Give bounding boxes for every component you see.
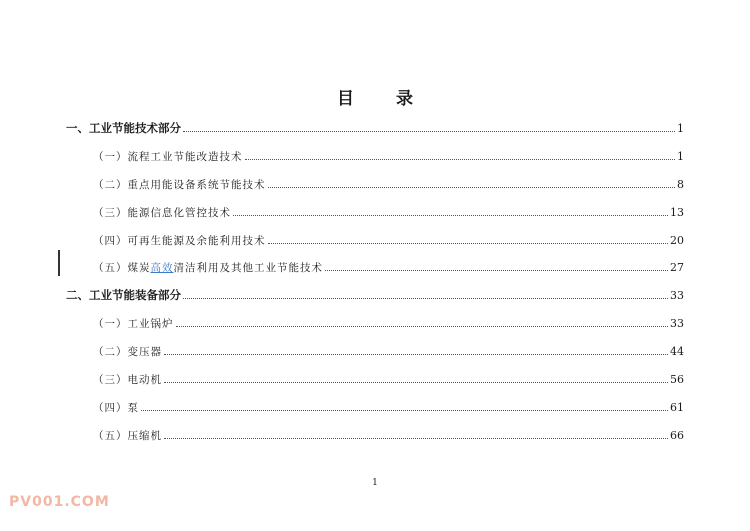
- page-title: 目 录: [337, 89, 431, 109]
- toc-leader-dots: [141, 398, 668, 411]
- revision-change-bar: [58, 250, 60, 276]
- toc-entry-label: （二）变压器: [93, 346, 162, 358]
- toc-page-number: 27: [670, 261, 684, 274]
- toc-page-number: 44: [670, 345, 684, 358]
- toc-page-number: 20: [670, 234, 684, 247]
- toc-leader-dots: [325, 258, 668, 271]
- toc-leader-dots: [245, 147, 676, 160]
- toc-page-number: 1: [677, 150, 684, 163]
- toc-entry-2-5[interactable]: [93, 426, 684, 444]
- toc-entry-1-2[interactable]: [93, 175, 684, 193]
- footer-page-number: 1: [372, 478, 378, 488]
- toc-entry-label: （一）流程工业节能改造技术: [93, 151, 243, 163]
- toc-entry-label: （三）电动机: [93, 374, 162, 386]
- toc-entry-section-2[interactable]: [66, 286, 684, 304]
- toc-entry-label: （五）压缩机: [93, 430, 162, 442]
- toc-entry-label: （一）工业锅炉: [93, 318, 174, 330]
- toc-page-number: 33: [670, 317, 684, 330]
- toc-entry-2-4[interactable]: [93, 398, 684, 416]
- toc-entry-2-1[interactable]: [93, 314, 684, 332]
- toc-leader-dots: [164, 370, 668, 383]
- toc-entry-2-3[interactable]: [93, 370, 684, 388]
- toc-leader-dots: [164, 342, 668, 355]
- toc-page-number: 56: [670, 373, 684, 386]
- toc-label-prefix: （五）煤炭: [93, 262, 151, 274]
- toc-page-number: 33: [670, 289, 684, 302]
- toc-entry-2-2[interactable]: [93, 342, 684, 360]
- toc-page-number: 1: [677, 122, 684, 135]
- toc-entry-label: [93, 259, 323, 277]
- toc-entry-label: （二）重点用能设备系统节能技术: [93, 179, 266, 191]
- toc-leader-dots: [164, 426, 668, 439]
- toc-leader-dots: [176, 314, 669, 327]
- toc-page-number: 13: [670, 206, 684, 219]
- toc-page-number: 8: [677, 178, 684, 191]
- toc-page-number: 61: [670, 401, 684, 414]
- toc-entry-1-5[interactable]: [93, 258, 684, 276]
- toc-entry-1-1[interactable]: [93, 147, 684, 165]
- toc-leader-dots: [183, 286, 668, 299]
- highlighted-word-link[interactable]: 高效: [150, 262, 174, 274]
- toc-page-number: 66: [670, 429, 684, 442]
- toc-leader-dots: [183, 119, 675, 132]
- toc-leader-dots: [233, 203, 668, 216]
- toc-entry-label: 二、工业节能装备部分: [66, 288, 181, 302]
- toc-entry-label: （四）泵: [93, 402, 139, 414]
- toc-entry-1-4[interactable]: [93, 231, 684, 249]
- watermark-logo: PV001.COM: [9, 494, 110, 510]
- toc-leader-dots: [268, 175, 676, 188]
- toc-leader-dots: [268, 231, 669, 244]
- toc-entry-section-1[interactable]: [66, 119, 684, 137]
- toc-entry-label: （四）可再生能源及余能利用技术: [93, 235, 266, 247]
- toc-entry-label: （三）能源信息化管控技术: [93, 207, 231, 219]
- toc-label-suffix: 清洁利用及其他工业节能技术: [173, 262, 323, 274]
- toc-entry-label: 一、工业节能技术部分: [66, 121, 181, 135]
- toc-entry-1-3[interactable]: [93, 203, 684, 221]
